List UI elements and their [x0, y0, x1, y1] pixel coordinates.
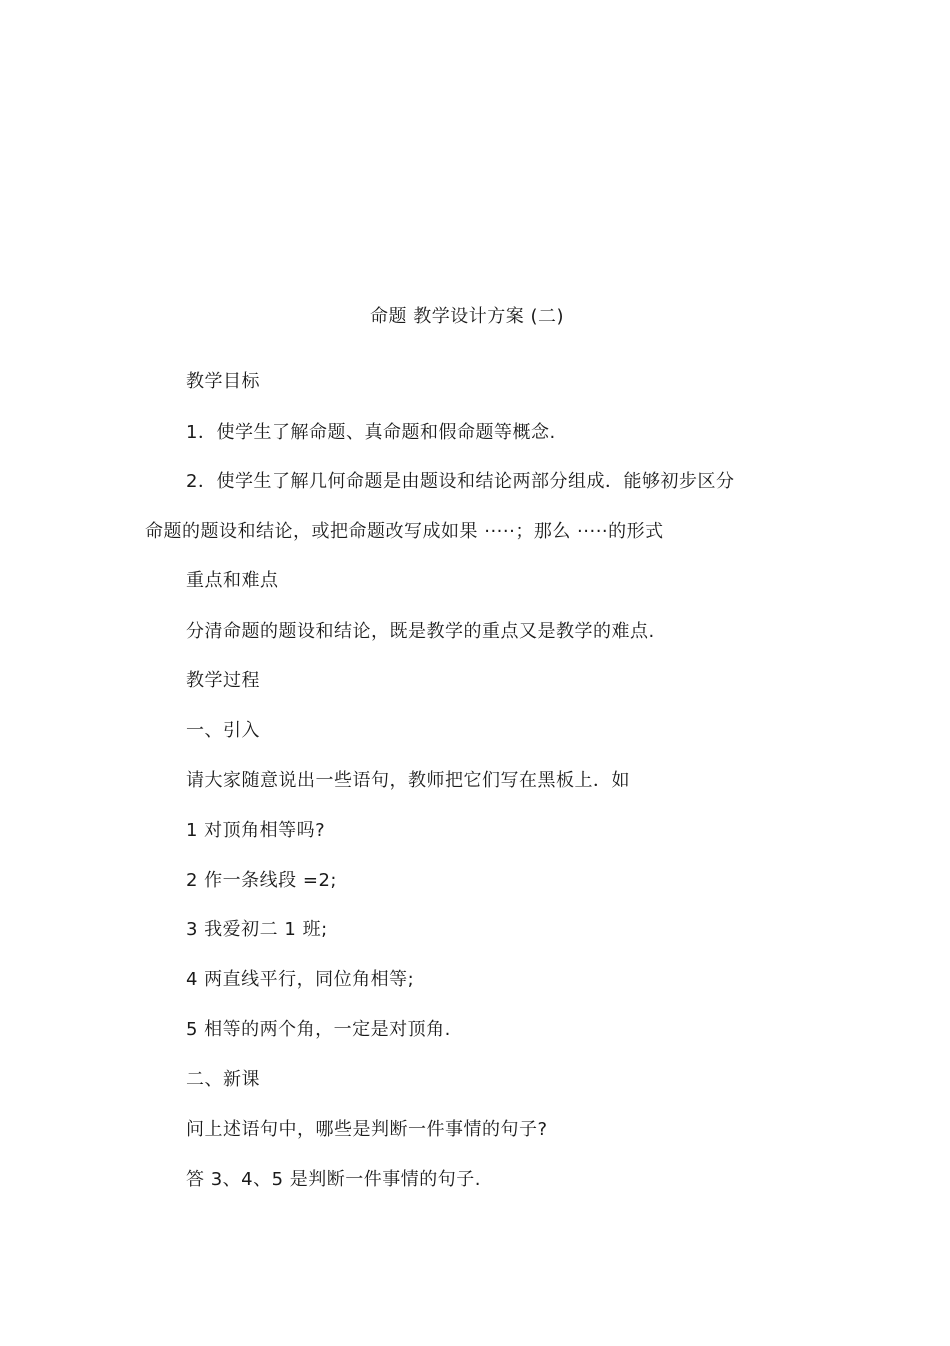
- objective-2-continued: 命题的题设和结论，或把命题改写成如果 ·····；那么 ·····的形式: [145, 521, 664, 542]
- section-heading-key-points: 重点和难点: [186, 570, 279, 591]
- answer-text: 答 3、4、5 是判断一件事情的句子.: [186, 1169, 482, 1190]
- key-points-text: 分清命题的题设和结论，既是教学的重点又是教学的难点.: [186, 621, 655, 642]
- example-sentence-4: 4 两直线平行，同位角相等;: [186, 969, 415, 990]
- section-new-lesson: 二、新课: [186, 1069, 260, 1090]
- example-sentence-5: 5 相等的两个角，一定是对顶角.: [186, 1019, 451, 1040]
- intro-text: 请大家随意说出一些语句，教师把它们写在黑板上．如: [186, 770, 630, 791]
- example-sentence-2: 2 作一条线段 =2;: [186, 870, 337, 891]
- example-sentence-3: 3 我爱初二 1 班;: [186, 919, 328, 940]
- section-introduction: 一、引入: [186, 720, 260, 741]
- example-sentence-1: 1 对顶角相等吗?: [186, 820, 326, 841]
- section-heading-process: 教学过程: [186, 670, 260, 691]
- objective-2: 2．使学生了解几何命题是由题设和结论两部分组成．能够初步区分: [186, 471, 735, 492]
- objective-1: 1．使学生了解命题、真命题和假命题等概念.: [186, 422, 556, 443]
- question-text: 问上述语句中，哪些是判断一件事情的句子?: [186, 1119, 548, 1140]
- document-title: 命题 教学设计方案 (二): [370, 306, 564, 327]
- section-heading-objectives: 教学目标: [186, 371, 260, 392]
